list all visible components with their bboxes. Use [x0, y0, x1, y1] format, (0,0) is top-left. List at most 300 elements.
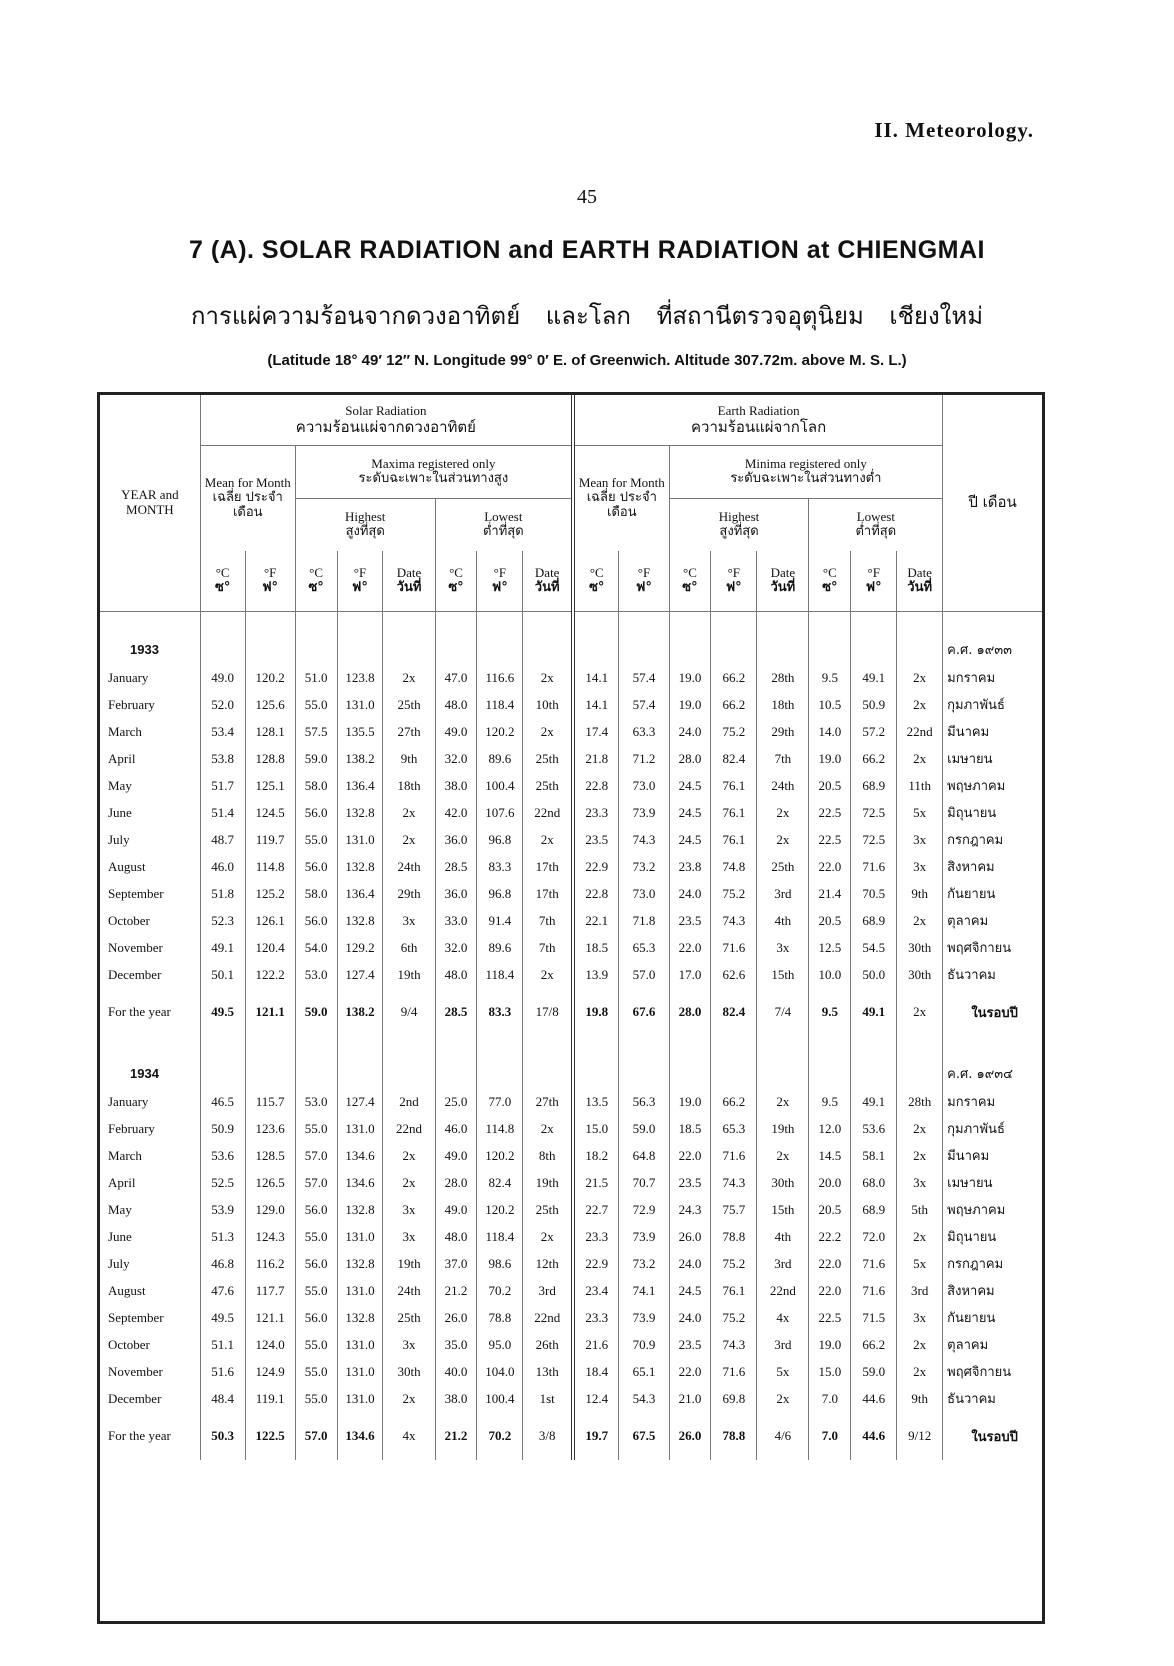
table-row — [100, 1142, 1042, 1169]
spacer-cell — [943, 612, 1042, 635]
unit-label: Date — [396, 565, 422, 581]
value-cell: 65.3 — [619, 934, 669, 961]
value-cell: 56.0 — [295, 1250, 337, 1277]
spacer-cell — [669, 612, 711, 635]
spacer-cell — [573, 1036, 619, 1058]
value-cell: 9th — [383, 745, 435, 772]
month-label: August — [100, 1277, 200, 1304]
spacer-cell — [435, 612, 477, 635]
value-cell: 4x — [757, 1304, 809, 1331]
value-cell: 8th — [523, 1142, 573, 1169]
spacer-cell — [897, 1036, 943, 1058]
value-cell: 22.7 — [573, 1196, 619, 1223]
value-cell: 71.2 — [619, 745, 669, 772]
value-cell: 73.2 — [619, 853, 669, 880]
spacer-cell — [523, 612, 573, 635]
value-cell: 118.4 — [477, 691, 523, 718]
value-cell: 120.2 — [477, 1142, 523, 1169]
thai-year-label: ค.ศ. ๑๙๓๔ — [947, 1066, 1014, 1082]
value-cell: 124.5 — [245, 799, 295, 826]
unit-label-thai: ฟ° — [725, 580, 742, 595]
unit-c-header — [295, 551, 337, 612]
thai-month-label: พฤษภาคม — [947, 1203, 1006, 1218]
header-solar-lowest: Lowest ต่ำที่สุด — [435, 499, 573, 552]
empty-cell — [477, 1058, 523, 1088]
value-cell: 115.7 — [245, 1088, 295, 1115]
value-cell: 54.0 — [295, 934, 337, 961]
value-cell: 15.0 — [809, 1358, 851, 1385]
empty-cell — [200, 1058, 245, 1088]
spacer-cell — [337, 1036, 383, 1058]
value-cell: 56.0 — [295, 1304, 337, 1331]
value-cell: 24.0 — [669, 718, 711, 745]
value-cell: 46.0 — [435, 1115, 477, 1142]
month-label: November — [100, 1358, 200, 1385]
spacer-cell — [851, 612, 897, 635]
value-cell: 53.4 — [200, 718, 245, 745]
value-cell: 126.5 — [245, 1169, 295, 1196]
value-cell: 68.9 — [851, 1196, 897, 1223]
value-cell: 83.3 — [477, 853, 523, 880]
value-cell: 132.8 — [337, 1196, 383, 1223]
value-cell: 51.6 — [200, 1358, 245, 1385]
value-cell: 2x — [383, 799, 435, 826]
value-cell: 125.1 — [245, 772, 295, 799]
value-cell: 78.8 — [711, 1223, 757, 1250]
value-cell: 2x — [523, 1223, 573, 1250]
value-cell: 3rd — [897, 1277, 943, 1304]
table-row — [100, 1223, 1042, 1250]
value-cell: 24.3 — [669, 1196, 711, 1223]
unit-label-thai: วันที่ — [534, 580, 560, 595]
value-cell: 74.3 — [711, 1331, 757, 1358]
header-earth: Earth Radiation ความร้อนแผ่จากโลก — [573, 395, 943, 446]
value-cell: 138.2 — [337, 988, 383, 1036]
value-cell: 19.8 — [573, 988, 619, 1036]
value-cell: 25th — [523, 1196, 573, 1223]
value-cell: 121.1 — [245, 988, 295, 1036]
value-cell: 18.5 — [573, 934, 619, 961]
value-cell: 2x — [383, 1169, 435, 1196]
value-cell: 5x — [897, 1250, 943, 1277]
value-cell: 44.6 — [851, 1385, 897, 1412]
value-cell: 131.0 — [337, 1223, 383, 1250]
value-cell: 24.5 — [669, 826, 711, 853]
unit-label: Date — [907, 565, 932, 581]
value-cell: 134.6 — [337, 1169, 383, 1196]
value-cell: 22.5 — [809, 799, 851, 826]
unit-label-thai: ซ° — [682, 580, 698, 595]
value-cell: 2x — [383, 664, 435, 691]
value-cell: 50.9 — [851, 691, 897, 718]
value-cell: 19.7 — [573, 1412, 619, 1460]
value-cell: 56.0 — [295, 907, 337, 934]
value-cell: 116.6 — [477, 664, 523, 691]
value-cell: 22nd — [757, 1277, 809, 1304]
spacer-cell — [809, 1036, 851, 1058]
value-cell: 49.0 — [435, 1196, 477, 1223]
unit-label: °C — [309, 565, 324, 581]
value-cell: 131.0 — [337, 1277, 383, 1304]
value-cell: 127.4 — [337, 961, 383, 988]
value-cell: 40.0 — [435, 1358, 477, 1385]
value-cell: 2x — [757, 1088, 809, 1115]
value-cell: 32.0 — [435, 745, 477, 772]
value-cell: 2x — [757, 1142, 809, 1169]
value-cell: 120.2 — [477, 1196, 523, 1223]
value-cell: 118.4 — [477, 961, 523, 988]
year-row — [100, 1058, 1042, 1088]
thai-month-label: กุมภาพันธ์ — [947, 1122, 1005, 1137]
unit-label: Date — [770, 565, 796, 581]
empty-cell — [523, 1058, 573, 1088]
value-cell: 73.2 — [619, 1250, 669, 1277]
value-cell: 71.6 — [711, 1142, 757, 1169]
value-cell: 48.0 — [435, 1223, 477, 1250]
value-cell: 71.6 — [711, 1358, 757, 1385]
value-cell: 22.1 — [573, 907, 619, 934]
table-row — [100, 1196, 1042, 1223]
value-cell: 7.0 — [809, 1385, 851, 1412]
value-cell: 26th — [523, 1331, 573, 1358]
value-cell: 2x — [897, 691, 943, 718]
value-cell: 66.2 — [851, 1331, 897, 1358]
value-cell: 2x — [897, 1358, 943, 1385]
unit-header-row — [100, 551, 1042, 612]
value-cell: 57.4 — [619, 664, 669, 691]
spacer-cell — [100, 1036, 200, 1058]
value-cell: 129.0 — [245, 1196, 295, 1223]
value-cell: 22.0 — [809, 1250, 851, 1277]
unit-label-thai: วันที่ — [770, 580, 796, 595]
unit-label: °C — [215, 565, 230, 581]
unit-f-header — [477, 551, 523, 612]
value-cell: 127.4 — [337, 1088, 383, 1115]
unit-label-thai: ฟ° — [352, 580, 368, 595]
spacer-cell — [619, 612, 669, 635]
unit-label-thai: ซ° — [308, 580, 324, 595]
value-cell: 131.0 — [337, 691, 383, 718]
spacer-row — [100, 612, 1042, 635]
value-cell: 12.4 — [573, 1385, 619, 1412]
table-row — [100, 880, 1042, 907]
value-cell: 28.5 — [435, 988, 477, 1036]
value-cell: 49.0 — [435, 1142, 477, 1169]
value-cell: 27th — [383, 718, 435, 745]
thai-month-label: กรกฎาคม — [947, 833, 1004, 848]
value-cell: 58.0 — [295, 772, 337, 799]
value-cell: 11th — [897, 772, 943, 799]
value-cell: 26.0 — [669, 1412, 711, 1460]
value-cell: 59.0 — [619, 1115, 669, 1142]
thai-month-label: ธันวาคม — [947, 1392, 996, 1407]
value-cell: 120.2 — [245, 664, 295, 691]
thai-month-label: กันยายน — [947, 887, 996, 902]
value-cell: 19.0 — [809, 1331, 851, 1358]
value-cell: 70.2 — [477, 1412, 523, 1460]
value-cell: 49.0 — [200, 664, 245, 691]
empty-cell — [711, 1058, 757, 1088]
value-cell: 53.9 — [200, 1196, 245, 1223]
value-cell: 2x — [897, 664, 943, 691]
value-cell: 29th — [383, 880, 435, 907]
value-cell: 48.4 — [200, 1385, 245, 1412]
value-cell: 56.3 — [619, 1088, 669, 1115]
thai-month-label: ธันวาคม — [947, 968, 996, 983]
page-title: 7 (A). SOLAR RADIATION and EARTH RADIATION at CHIENGMAI — [188, 236, 985, 264]
month-label: January — [100, 664, 200, 691]
value-cell: 9th — [897, 1385, 943, 1412]
value-cell: 10th — [523, 691, 573, 718]
value-cell: 136.4 — [337, 772, 383, 799]
spacer-cell — [435, 1036, 477, 1058]
value-cell: 66.2 — [711, 664, 757, 691]
value-cell: 132.8 — [337, 853, 383, 880]
value-cell: 54.3 — [619, 1385, 669, 1412]
value-cell: 73.9 — [619, 799, 669, 826]
unit-label: °F — [263, 565, 277, 581]
unit-label-thai: ซ° — [215, 580, 231, 595]
unit-label-thai: ฟ° — [262, 580, 279, 595]
value-cell: 19th — [383, 961, 435, 988]
unit-date-header — [523, 551, 573, 612]
value-cell: 70.5 — [851, 880, 897, 907]
value-cell: 48.7 — [200, 826, 245, 853]
thai-month-label: พฤศจิกายน — [947, 1365, 1012, 1380]
value-cell: 14.5 — [809, 1142, 851, 1169]
value-cell: 71.6 — [851, 1277, 897, 1304]
unit-label: °F — [353, 565, 367, 581]
value-cell: 114.8 — [245, 853, 295, 880]
value-cell: 38.0 — [435, 1385, 477, 1412]
value-cell: 22nd — [523, 799, 573, 826]
value-cell: 25th — [523, 745, 573, 772]
value-cell: 75.2 — [711, 1304, 757, 1331]
value-cell: 50.3 — [200, 1412, 245, 1460]
value-cell: 22nd — [523, 1304, 573, 1331]
value-cell: 72.5 — [851, 826, 897, 853]
value-cell: 76.1 — [711, 1277, 757, 1304]
value-cell: 55.0 — [295, 1115, 337, 1142]
month-label: October — [100, 907, 200, 934]
table-row — [100, 799, 1042, 826]
value-cell: 2x — [523, 664, 573, 691]
value-cell: 24th — [383, 853, 435, 880]
year-total-row — [100, 988, 1042, 1036]
value-cell: 10.5 — [809, 691, 851, 718]
month-label: December — [100, 1385, 200, 1412]
unit-c-header — [573, 551, 619, 612]
value-cell: 22.5 — [809, 1304, 851, 1331]
value-cell: 123.8 — [337, 664, 383, 691]
spacer-cell — [711, 1036, 757, 1058]
unit-label: °C — [683, 565, 697, 581]
value-cell: 30th — [383, 1358, 435, 1385]
value-cell: 38.0 — [435, 772, 477, 799]
month-label: September — [100, 880, 200, 907]
value-cell: 24.0 — [669, 880, 711, 907]
value-cell: 70.7 — [619, 1169, 669, 1196]
unit-label-thai: ฟ° — [865, 580, 882, 595]
spacer-cell — [100, 612, 200, 635]
value-cell: 72.5 — [851, 799, 897, 826]
value-cell: 119.7 — [245, 826, 295, 853]
thai-month-label: เมษายน — [947, 752, 993, 767]
table-row — [100, 1277, 1042, 1304]
value-cell: 24.5 — [669, 799, 711, 826]
value-cell: 51.0 — [295, 664, 337, 691]
value-cell: 7th — [523, 907, 573, 934]
value-cell: 95.0 — [477, 1331, 523, 1358]
month-label: July — [100, 826, 200, 853]
month-label: October — [100, 1331, 200, 1358]
unit-label: °F — [727, 565, 741, 581]
value-cell: 2x — [523, 961, 573, 988]
value-cell: 24.0 — [669, 1304, 711, 1331]
spacer-cell — [573, 612, 619, 635]
value-cell: 76.1 — [711, 826, 757, 853]
value-cell: 33.0 — [435, 907, 477, 934]
value-cell: 44.6 — [851, 1412, 897, 1460]
unit-label: °F — [493, 565, 507, 581]
table-row — [100, 664, 1042, 691]
value-cell: 25th — [383, 1304, 435, 1331]
value-cell: 49.1 — [851, 664, 897, 691]
value-cell: 67.5 — [619, 1412, 669, 1460]
value-cell: 51.1 — [200, 1331, 245, 1358]
value-cell: 124.9 — [245, 1358, 295, 1385]
value-cell: 71.8 — [619, 907, 669, 934]
empty-cell — [477, 634, 523, 664]
value-cell: 82.4 — [711, 745, 757, 772]
month-label: December — [100, 961, 200, 988]
value-cell: 119.1 — [245, 1385, 295, 1412]
value-cell: 123.6 — [245, 1115, 295, 1142]
value-cell: 18th — [757, 691, 809, 718]
empty-cell — [711, 634, 757, 664]
spacer-cell — [245, 612, 295, 635]
value-cell: 59.0 — [295, 988, 337, 1036]
unit-label-thai: ซ° — [448, 580, 464, 595]
table-row — [100, 961, 1042, 988]
value-cell: 73.9 — [619, 1304, 669, 1331]
value-cell: 70.9 — [619, 1331, 669, 1358]
value-cell: 19.0 — [669, 664, 711, 691]
year-row — [100, 634, 1042, 664]
value-cell: 7.0 — [809, 1412, 851, 1460]
value-cell: 3x — [897, 1169, 943, 1196]
value-cell: 22.8 — [573, 772, 619, 799]
value-cell: 70.2 — [477, 1277, 523, 1304]
empty-cell — [523, 634, 573, 664]
value-cell: 132.8 — [337, 1304, 383, 1331]
value-cell: 22.2 — [809, 1223, 851, 1250]
table-row — [100, 1250, 1042, 1277]
unit-label: °C — [822, 565, 837, 581]
header-thai-month: ปี เดือน — [968, 493, 1017, 512]
value-cell: 57.0 — [295, 1142, 337, 1169]
value-cell: 17th — [523, 880, 573, 907]
value-cell: 55.0 — [295, 1331, 337, 1358]
value-cell: 52.0 — [200, 691, 245, 718]
value-cell: 75.7 — [711, 1196, 757, 1223]
value-cell: 55.0 — [295, 1358, 337, 1385]
thai-month-label: มิถุนายน — [947, 806, 997, 821]
value-cell: 136.4 — [337, 880, 383, 907]
value-cell: 57.5 — [295, 718, 337, 745]
thai-year-label: ค.ศ. ๑๙๓๓ — [947, 642, 1013, 658]
value-cell: 19.0 — [669, 691, 711, 718]
value-cell: 78.8 — [711, 1412, 757, 1460]
value-cell: 47.0 — [435, 664, 477, 691]
value-cell: 24th — [757, 772, 809, 799]
header-year-month: YEAR and MONTH — [100, 395, 200, 612]
header-earth-mean: Mean for Month เฉลี่ย ประจำเดือน — [573, 446, 669, 552]
value-cell: 82.4 — [477, 1169, 523, 1196]
value-cell: 30th — [757, 1169, 809, 1196]
value-cell: 117.7 — [245, 1277, 295, 1304]
value-cell: 3x — [383, 1331, 435, 1358]
value-cell: 89.6 — [477, 934, 523, 961]
value-cell: 63.3 — [619, 718, 669, 745]
value-cell: 22.0 — [809, 853, 851, 880]
value-cell: 82.4 — [711, 988, 757, 1036]
value-cell: 49.5 — [200, 1304, 245, 1331]
table-row — [100, 853, 1042, 880]
value-cell: 6th — [383, 934, 435, 961]
value-cell: 46.5 — [200, 1088, 245, 1115]
empty-cell — [245, 1058, 295, 1088]
value-cell: 71.5 — [851, 1304, 897, 1331]
table-row — [100, 691, 1042, 718]
value-cell: 53.8 — [200, 745, 245, 772]
value-cell: 14.1 — [573, 691, 619, 718]
unit-f-header — [245, 551, 295, 612]
value-cell: 74.8 — [711, 853, 757, 880]
value-cell: 22.0 — [669, 934, 711, 961]
value-cell: 17.0 — [669, 961, 711, 988]
header-solar: Solar Radiation ความร้อนแผ่จากดวงอาทิตย์ — [200, 395, 573, 446]
value-cell: 100.4 — [477, 1385, 523, 1412]
value-cell: 76.1 — [711, 799, 757, 826]
empty-cell — [383, 634, 435, 664]
month-label: July — [100, 1250, 200, 1277]
value-cell: 36.0 — [435, 826, 477, 853]
spacer-cell — [619, 1036, 669, 1058]
value-cell: 24.5 — [669, 772, 711, 799]
value-cell: 23.3 — [573, 1304, 619, 1331]
value-cell: 55.0 — [295, 826, 337, 853]
value-cell: 68.0 — [851, 1169, 897, 1196]
value-cell: 134.6 — [337, 1412, 383, 1460]
value-cell: 49.5 — [200, 988, 245, 1036]
value-cell: 24.0 — [669, 1250, 711, 1277]
empty-cell — [295, 634, 337, 664]
value-cell: 28.0 — [669, 745, 711, 772]
empty-cell — [337, 634, 383, 664]
unit-label: °C — [589, 565, 604, 581]
value-cell: 122.2 — [245, 961, 295, 988]
value-cell: 96.8 — [477, 826, 523, 853]
value-cell: 42.0 — [435, 799, 477, 826]
value-cell: 3x — [383, 907, 435, 934]
thai-month-label: มิถุนายน — [947, 1230, 997, 1245]
table-row — [100, 907, 1042, 934]
value-cell: 22.9 — [573, 1250, 619, 1277]
value-cell: 3x — [897, 826, 943, 853]
value-cell: 129.2 — [337, 934, 383, 961]
thai-month-label: มีนาคม — [947, 1149, 990, 1164]
